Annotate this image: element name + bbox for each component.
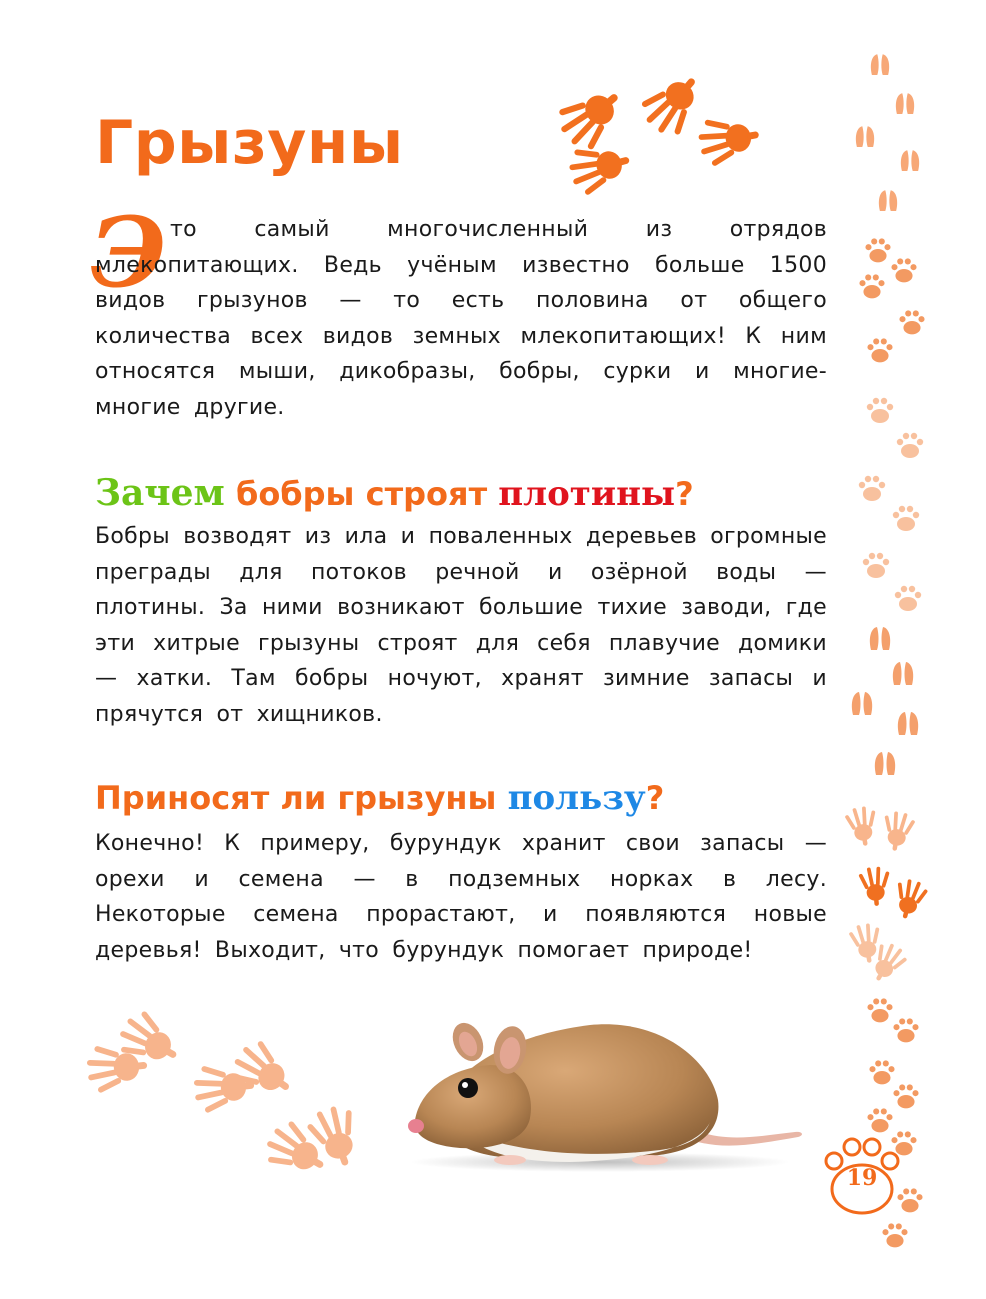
page-number-badge <box>820 1135 904 1225</box>
paw-print-icon <box>856 54 919 211</box>
section-heading-benefit <box>95 778 664 818</box>
section-heading-beavers <box>95 472 694 514</box>
benefit-paragraph: Конечно! К примеру, бурундук хранит свои запасы — орехи и семена — в подземных норках в лесу. Некоторые семена прорастают, и появляются новые деревья! Выходит, что бурундук помогает природе! <box>95 831 827 963</box>
paw-print-icon <box>852 627 918 775</box>
page-number: 19 <box>846 1165 878 1191</box>
paw-print-icon <box>550 63 763 199</box>
paw-print-icon <box>859 398 923 611</box>
heading-question-mark: ? <box>675 475 694 513</box>
heading-word-red: плотины <box>498 474 676 514</box>
page-title: Грызуны <box>95 108 404 178</box>
drop-cap: Э <box>90 196 167 309</box>
paw-print-icon <box>859 238 924 362</box>
heading-word-blue: пользу <box>507 778 646 818</box>
paw-print-icon <box>847 921 910 988</box>
beavers-paragraph: Бобры возводят из ила и поваленных деревьев огромные преграды для потоков речной и озёрной воды — плотины. За ними возникают большие тихие заводи, где эти хитрые грызуны строят для себя плавучие домики — хатки. Там бобры ночуют, хранят зимние запасы и прячутся от хищников. <box>95 524 828 727</box>
heading-word-green: Зачем <box>95 472 225 514</box>
paw-print-icon <box>85 1005 369 1187</box>
heading-text: Приносят ли грызуны <box>95 779 508 817</box>
paw-print-icon <box>843 804 916 853</box>
heading-text: бобры строят <box>224 475 499 513</box>
intro-paragraph: то самый многочисленный из отрядов млекопитающих. Ведь учёным известно больше 1500 видов грызунов — то есть половина от общего количества всех видов земных млекопитающих! К ним относятся мыши, дикобразы, бобры, сурки и многие-многие другие. <box>95 217 827 420</box>
mouse-photo <box>400 1010 820 1175</box>
paw-print-icon <box>858 866 930 923</box>
heading-question-mark: ? <box>645 779 665 817</box>
